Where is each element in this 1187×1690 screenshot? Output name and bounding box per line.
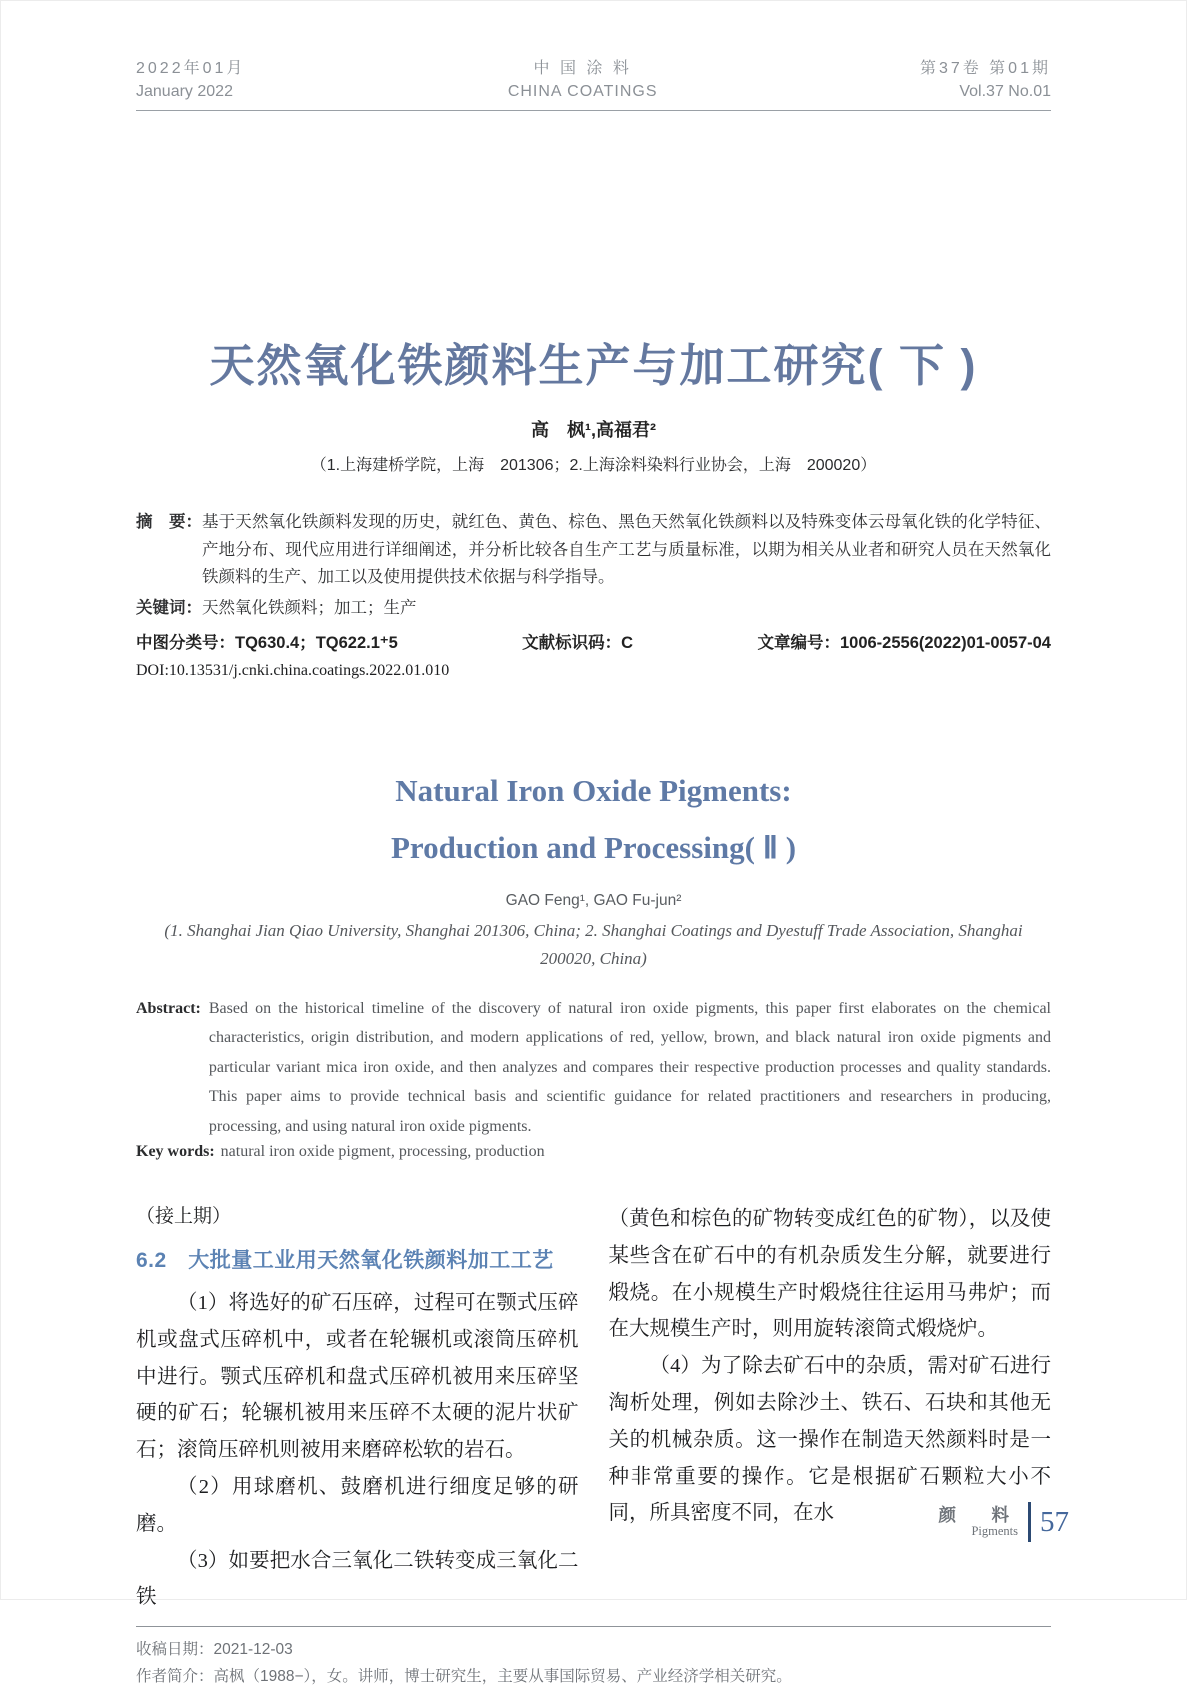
body-column-right xyxy=(609,1201,1052,1616)
header-date-en: January 2022 xyxy=(136,83,233,100)
body-column-left xyxy=(136,1201,579,1616)
keywords-en-block xyxy=(136,1143,1051,1161)
article-title-en xyxy=(136,762,1051,876)
clc-number: 中图分类号：TQ630.4；TQ622.1⁺5 xyxy=(136,633,398,652)
body-paragraph: （4）为了除去矿石中的杂质，需对矿石进行淘析处理，例如去除沙土、铁石、石块和其他无关的机械杂质。这一操作在制造天然颜料时是一种非常重要的操作。它是根据矿石颗粒大小不同，所具密度不同，在水 xyxy=(608,1355,1051,1525)
footer-page-mark xyxy=(939,1502,1070,1542)
affiliation-en: (1. Shanghai Jian Qiao University, Shanghai 201306, China; 2. Shanghai Coatings and Dyestuff Trade Association, Shanghai 200020, China) xyxy=(164,920,1023,968)
abstract-en-text: Based on the historical timeline of the discovery of natural iron oxide pigments, this paper first elaborates on the chemical characteristics, origin distribution, and modern applications of red, yellow, brown, and black natural iron oxide pigments and particular variant mica iron oxide, and then analyzes and compares their respective production processes and quality standards. This paper aims to provide technical basis and scientific guidance for related practitioners and researchers in producing, processing, and using natural iron oxide pigments. xyxy=(208,999,1051,1135)
affiliation-cn: （1.上海建桥学院，上海 201306；2.上海涂料染料行业协会，上海 200020） xyxy=(310,457,877,474)
header-journal-name xyxy=(508,57,658,103)
body-paragraph: （2）用球磨机、鼓磨机进行细度足够的研磨。 xyxy=(136,1475,579,1535)
article-title-en-line1: Natural Iron Oxide Pigments: xyxy=(395,772,792,808)
abstract-en-block xyxy=(136,994,1051,1142)
keywords-cn-text: 天然氧化铁颜料；加工；生产 xyxy=(202,598,417,617)
authors-cn: 高 枫¹,高福君² xyxy=(531,420,656,440)
keywords-cn-block xyxy=(136,595,1051,622)
header-issue xyxy=(920,57,1051,103)
footnote-block xyxy=(136,1626,1051,1690)
header-issue-en: Vol.37 No.01 xyxy=(959,83,1051,100)
footer-section-cn: 颜 料 xyxy=(938,1504,1018,1525)
abstract-cn-label: 摘 要： xyxy=(136,513,202,531)
footer-section-en: Pigments xyxy=(971,1523,1018,1538)
received-date: 收稿日期：2021-12-03 xyxy=(136,1641,293,1659)
abstract-en-label: Abstract: xyxy=(136,999,201,1017)
journal-header xyxy=(136,57,1051,103)
header-issue-cn: 第37卷 第01期 xyxy=(919,60,1051,77)
body-columns xyxy=(136,1201,1051,1616)
abstract-cn-block xyxy=(136,509,1051,592)
keywords-en-label: Key words: xyxy=(136,1143,215,1160)
document-code: 文献标识码：C xyxy=(522,633,634,652)
meta-row xyxy=(136,629,1051,653)
author-bio: 作者简介：高枫（1988−），女。讲师，博士研究生，主要从事国际贸易、产业经济学相关研究。 xyxy=(136,1668,792,1686)
header-journal-en: CHINA COATINGS xyxy=(507,83,658,100)
body-paragraph: （1）将选好的矿石压碎，过程可在颚式压碎机或盘式压碎机中，或者在轮辗机或滚筒压碎机中进行。颚式压碎机和盘式压碎机被用来压碎坚硬的矿石；轮辗机被用来压碎不太硬的泥片状矿石；滚筒压碎机则被用来磨碎松软的岩石。 xyxy=(136,1292,579,1462)
body-paragraph: （黄色和棕色的矿物转变成红色的矿物），以及使某些含在矿石中的有机杂质发生分解，就要进行煅烧。在小规模生产时煅烧往往运用马弗炉；而在大规模生产时，则用旋转滚筒式煅烧炉。 xyxy=(608,1208,1051,1341)
page-number: 57 xyxy=(1040,1505,1069,1538)
article-title-en-line2: Production and Processing( Ⅱ ) xyxy=(390,829,797,865)
keywords-cn-label: 关键词： xyxy=(136,598,202,617)
abstract-cn-text: 基于天然氧化铁颜料发现的历史，就红色、黄色、棕色、黑色天然氧化铁颜料以及特殊变体云母氧化铁的化学特征、产地分布、现代应用进行详细阐述，并分析比较各自生产工艺与质量标准，以期为相关从业者和研究人员在天然氧化铁颜料的生产、加工以及使用提供技术依据与科学指导。 xyxy=(202,513,1051,586)
doi: DOI:10.13531/j.cnki.china.coatings.2022.01.010 xyxy=(136,661,450,679)
continued-note: （接上期） xyxy=(136,1206,232,1227)
keywords-en-text: natural iron oxide pigment, processing, production xyxy=(220,1143,545,1160)
header-divider xyxy=(136,110,1051,111)
article-title-cn: 天然氧化铁颜料生产与加工研究( 下 ) xyxy=(209,340,978,391)
article-id: 文章编号：1006-2556(2022)01-0057-04 xyxy=(757,633,1051,652)
header-date-cn: 2022年01月 xyxy=(136,60,246,77)
section-heading-6-2: 6.2 大批量工业用天然氧化铁颜料加工工艺 xyxy=(136,1249,554,1272)
header-date xyxy=(136,57,245,103)
footer-section-labels xyxy=(939,1506,1029,1539)
authors-en: GAO Feng¹, GAO Fu-jun² xyxy=(505,891,682,909)
body-paragraph: （3）如要把水合三氧化二铁转变成三氧化二铁 xyxy=(136,1549,579,1609)
header-journal-cn: 中 国 涂 料 xyxy=(533,60,632,77)
